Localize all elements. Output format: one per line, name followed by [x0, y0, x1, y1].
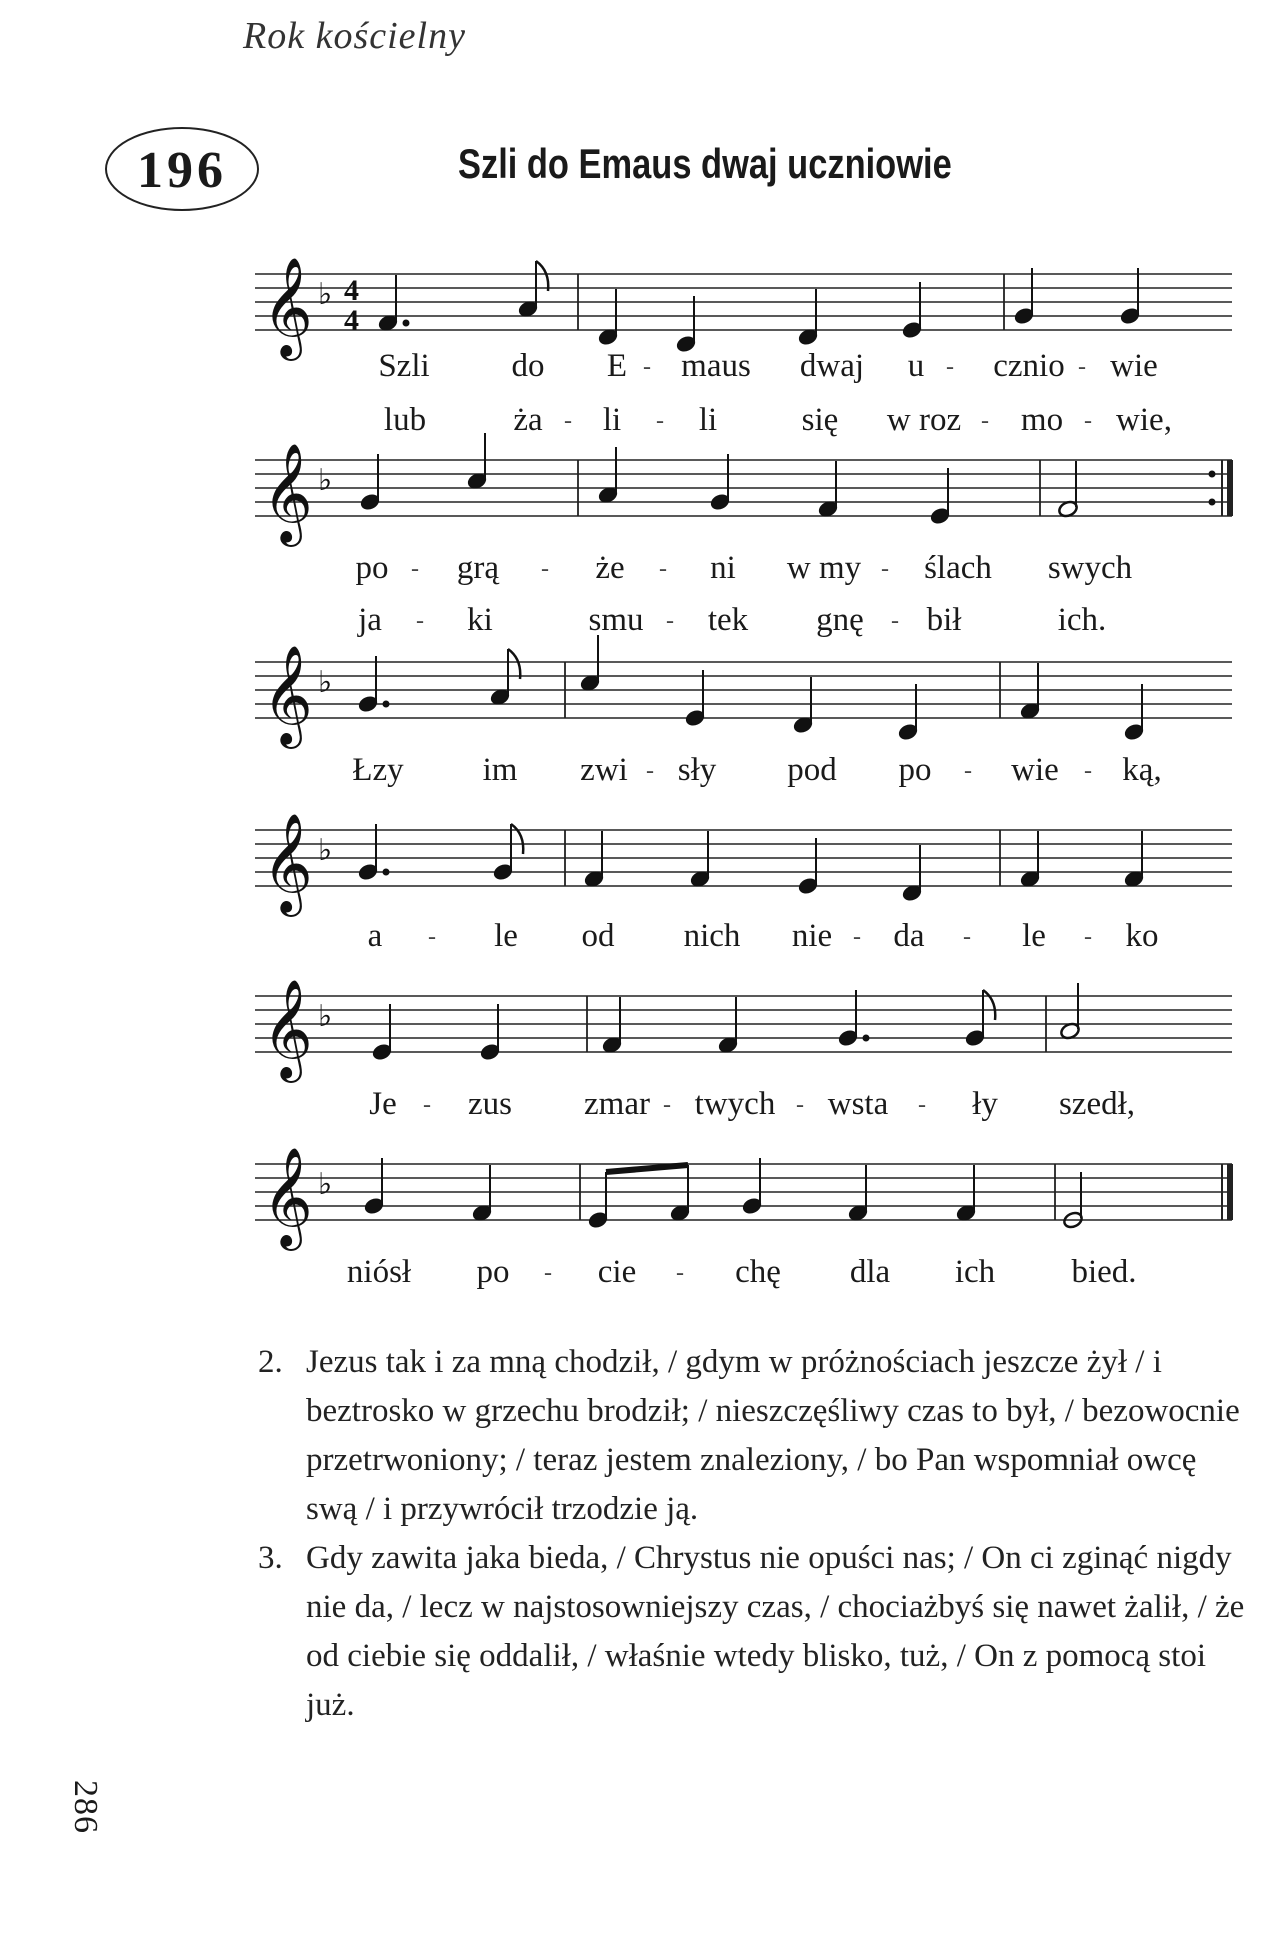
lyric-syllable: nich — [683, 918, 741, 954]
verse-text: Gdy zawita jaka bieda, / Chrystus nie opuści nas; / On ci zginąć nigdy nie da, / lecz w najstosowniejszy czas, / chociażbyś się nawet żalił, / że od ciebie się oddalił, / właśnie wtedy blisko, tuż, / On z pomocą stoi już. — [306, 1540, 1245, 1723]
lyric-syllable: w roz — [886, 402, 962, 438]
note-mark — [466, 433, 488, 491]
lyric-syllable: się — [801, 402, 839, 438]
note-beam — [606, 1165, 688, 1172]
lyric-syllable: le — [1022, 918, 1046, 954]
lyric-syllable: że — [595, 550, 625, 586]
note-mark — [597, 289, 619, 347]
lyric-syllable: li — [698, 402, 718, 438]
lyric-hyphen: - — [964, 758, 972, 784]
note-mark — [1123, 684, 1145, 742]
lyric-hyphen: - — [416, 608, 424, 634]
lyric-syllable: sły — [677, 752, 717, 788]
lyric-hyphen: - — [1084, 408, 1092, 434]
lyric-syllable: pod — [787, 752, 837, 788]
note-mark — [897, 684, 919, 742]
lyric-syllable: ża — [513, 402, 543, 438]
note-mark — [1059, 983, 1081, 1041]
lyric-syllable: maus — [681, 348, 751, 384]
lyric-syllable: da — [893, 918, 925, 954]
time-signature-top: 4 — [344, 274, 359, 307]
lyric-hyphen: - — [564, 408, 572, 434]
note-mark — [964, 990, 995, 1048]
lyric-syllable: E — [606, 348, 628, 384]
time-signature-bottom: 4 — [344, 304, 359, 337]
note-mark — [587, 1172, 609, 1230]
lyric-hyphen: - — [918, 1092, 926, 1118]
additional-verses — [258, 1338, 1248, 1730]
song-number: 196 — [137, 142, 227, 199]
lyric-syllable: wie — [1011, 752, 1059, 788]
lyric-hyphen: - — [663, 1092, 671, 1118]
note-mark — [479, 1004, 501, 1062]
lyric-hyphen: - — [853, 924, 861, 950]
lyric-syllable: ich. — [1057, 602, 1107, 638]
repeat-dot — [1209, 499, 1215, 505]
lyric-syllable: Je — [369, 1086, 397, 1122]
lyric-syllable: Łzy — [352, 752, 404, 788]
lyric-hyphen: - — [963, 924, 971, 950]
lyric-syllable: tek — [707, 602, 749, 638]
note-mark — [492, 824, 523, 882]
note-mark — [579, 635, 601, 693]
note-mark — [517, 261, 548, 319]
lyric-syllable: lub — [383, 402, 427, 438]
song-title: Szli do Emaus dwaj uczniowie — [458, 140, 952, 187]
lyric-syllable: zmar — [584, 1086, 650, 1122]
note-mark — [357, 824, 389, 882]
lyric-syllable: le — [494, 918, 518, 954]
lyric-syllable: grą — [456, 550, 500, 586]
note-mark — [1119, 268, 1141, 326]
treble-clef-icon: 𝄞 — [262, 257, 313, 357]
lyric-hyphen: - — [881, 556, 889, 582]
lyric-hyphen: - — [423, 1092, 431, 1118]
lyric-syllable: twych — [694, 1086, 776, 1122]
lyric-syllable: ką, — [1122, 752, 1162, 788]
note-mark — [597, 447, 619, 505]
verse-2 — [258, 1338, 1248, 1534]
lyric-syllable: chę — [735, 1254, 781, 1290]
verse-text: Jezus tak i za mną chodził, / gdym w próżnościach jeszcze żył / i beztrosko w grzechu brodził; / nieszczęśliwy czas to był, / bezowocnie przetrwoniony; / teraz jestem znaleziony, / bo Pan wspomniał owcę swą / i przywrócił trzodzie ją. — [306, 1344, 1240, 1527]
lyric-syllable: ni — [710, 550, 736, 586]
note-mark — [797, 289, 819, 347]
lyric-syllable: do — [511, 348, 545, 384]
lyric-syllable: ich — [954, 1254, 996, 1290]
note-mark — [489, 649, 520, 707]
note-mark — [901, 282, 923, 340]
note-mark — [929, 468, 951, 526]
lyric-syllable: ja — [358, 602, 382, 638]
flat-icon: ♭ — [318, 1167, 333, 1202]
dot-mark — [863, 1035, 869, 1041]
note-mark — [601, 997, 623, 1055]
lyric-hyphen: - — [646, 758, 654, 784]
lyric-syllable: im — [482, 752, 518, 788]
lyric-hyphen: - — [659, 556, 667, 582]
lyric-syllable: u — [907, 348, 925, 384]
lyric-syllable: szedł, — [1058, 1086, 1136, 1122]
note-mark — [797, 838, 819, 896]
repeat-dot — [1209, 471, 1215, 477]
flat-icon: ♭ — [318, 277, 333, 312]
lyric-hyphen: - — [981, 408, 989, 434]
flat-icon: ♭ — [318, 463, 333, 498]
lyric-syllable: gnę — [816, 602, 864, 638]
note-mark — [669, 1165, 691, 1223]
note-mark — [847, 1165, 869, 1223]
note-mark — [717, 997, 739, 1055]
lyric-syllable: wie, — [1116, 402, 1172, 438]
lyric-syllable: wsta — [827, 1086, 889, 1122]
note-mark — [817, 461, 839, 519]
note-mark — [1013, 268, 1035, 326]
lyric-hyphen: - — [891, 608, 899, 634]
note-mark — [955, 1165, 977, 1223]
lyric-hyphen: - — [544, 1260, 552, 1286]
note-mark — [684, 670, 706, 728]
dot-mark — [383, 701, 389, 707]
verse-number: 2. — [258, 1344, 283, 1380]
note-mark — [583, 831, 605, 889]
lyric-syllable: ko — [1125, 918, 1159, 954]
treble-clef-icon: 𝄞 — [262, 443, 313, 543]
flat-icon: ♭ — [318, 665, 333, 700]
lyric-syllable: swych — [1047, 550, 1133, 586]
lyric-syllable: w my — [786, 550, 862, 586]
verse-number: 3. — [258, 1540, 283, 1576]
dot-mark — [403, 320, 409, 326]
lyric-syllable: dwaj — [799, 348, 865, 384]
flat-icon: ♭ — [318, 999, 333, 1034]
note-mark — [901, 845, 923, 903]
lyric-hyphen: - — [656, 408, 664, 434]
dot-mark — [383, 869, 389, 875]
note-mark — [377, 275, 409, 333]
lyric-hyphen: - — [666, 608, 674, 634]
note-flag — [508, 649, 520, 679]
treble-clef-icon: 𝄞 — [262, 979, 313, 1079]
lyric-syllable: ki — [467, 602, 493, 638]
lyric-syllable: zwi — [580, 752, 628, 788]
note-mark — [363, 1158, 385, 1216]
lyric-syllable: bied. — [1071, 1254, 1137, 1290]
flat-icon: ♭ — [318, 833, 333, 868]
note-mark — [689, 831, 711, 889]
treble-clef-icon: 𝄞 — [262, 645, 313, 745]
lyric-syllable: niósł — [346, 1254, 412, 1290]
lyric-syllable: od — [581, 918, 615, 954]
note-mark — [471, 1165, 493, 1223]
lyric-hyphen: - — [411, 556, 419, 582]
treble-clef-icon: 𝄞 — [262, 813, 313, 913]
note-mark — [837, 990, 869, 1048]
lyric-syllable: a — [367, 918, 383, 954]
note-flag — [511, 824, 523, 854]
lyric-hyphen: - — [541, 556, 549, 582]
lyric-syllable: wie — [1110, 348, 1158, 384]
note-mark — [1019, 831, 1041, 889]
lyric-syllable: ślach — [924, 550, 992, 586]
lyric-hyphen: - — [676, 1260, 684, 1286]
lyric-hyphen: - — [643, 354, 651, 380]
note-mark — [675, 296, 697, 354]
treble-clef-icon: 𝄞 — [262, 1147, 313, 1247]
lyric-syllable: cznio — [993, 348, 1065, 384]
note-mark — [1057, 461, 1079, 519]
note-flag — [536, 261, 548, 291]
page-number: 286 — [67, 1780, 104, 1834]
note-mark — [1019, 663, 1041, 721]
note-mark — [1123, 831, 1145, 889]
lyric-syllable: po — [476, 1254, 510, 1290]
note-mark — [359, 454, 381, 512]
lyric-syllable: cie — [597, 1254, 637, 1290]
lyric-syllable: nie — [791, 918, 833, 954]
lyric-hyphen: - — [946, 354, 954, 380]
lyric-syllable: ły — [972, 1086, 998, 1122]
note-mark — [792, 677, 814, 735]
lyric-syllable: dla — [849, 1254, 891, 1290]
note-flag — [983, 990, 995, 1020]
lyric-hyphen: - — [796, 1092, 804, 1118]
lyric-syllable: po — [355, 550, 389, 586]
lyric-syllable: smu — [588, 602, 644, 638]
lyric-syllable: Szli — [378, 348, 430, 384]
lyric-syllable: po — [898, 752, 932, 788]
lyric-hyphen: - — [1078, 354, 1086, 380]
verse-3 — [258, 1534, 1248, 1730]
note-mark — [357, 656, 389, 714]
note-mark — [371, 1004, 393, 1062]
lyric-syllable: li — [602, 402, 622, 438]
lyric-hyphen: - — [1084, 758, 1092, 784]
lyric-syllable: bił — [926, 602, 962, 638]
lyric-hyphen: - — [1084, 924, 1092, 950]
lyric-syllable: zus — [468, 1086, 512, 1122]
note-mark — [709, 454, 731, 512]
section-header: Rok kościelny — [243, 15, 466, 57]
lyric-hyphen: - — [428, 924, 436, 950]
note-mark — [741, 1158, 763, 1216]
lyric-syllable: mo — [1020, 402, 1064, 438]
note-mark — [1062, 1172, 1084, 1230]
